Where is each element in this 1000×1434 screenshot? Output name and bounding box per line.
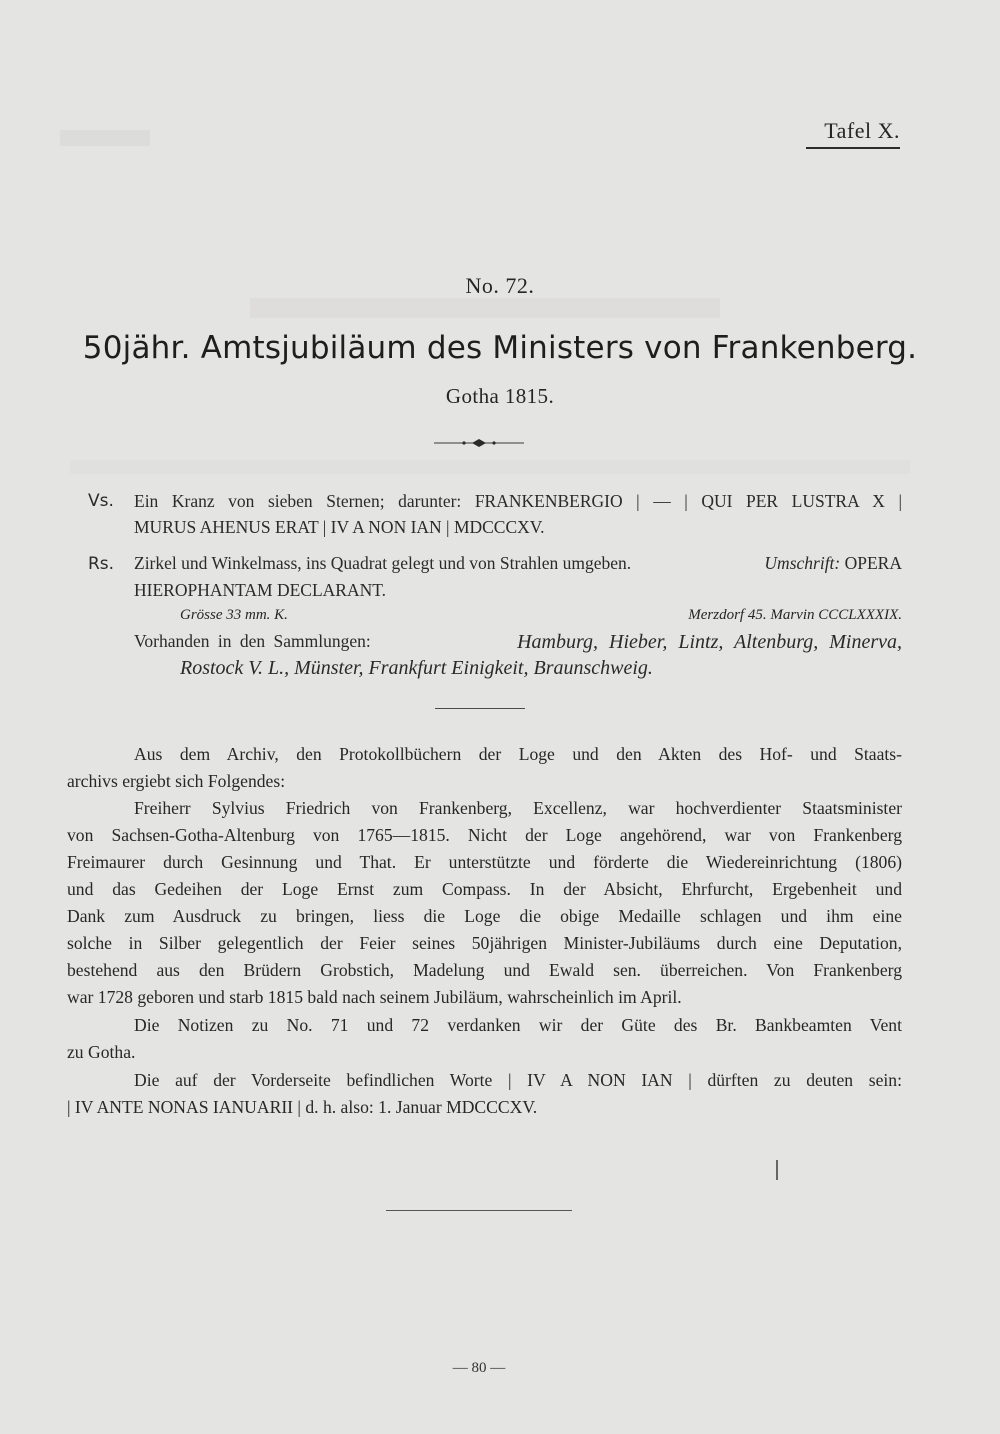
page-number: — 80 — [452,1360,506,1376]
body-line-8: solche in Silber gelegentlich der Feier seines 50jährigen Minister-Jubiläums durch eine Deputation, [67,933,902,953]
body-line-11: Die Notizen zu No. 71 und 72 verdanken wir der Güte des Br. Bankbeamten Vent [134,1015,902,1035]
bleed-through-shape [70,460,910,474]
bleed-through-shape [250,298,720,318]
collections-line-2: Rostock V. L., Münster, Frankfurt Einigkeit, Braunschweig. [180,657,653,679]
body-line-7: Dank zum Ausdruck zu bringen, liess die Loge die obige Medaille schlagen und ihm eine [67,906,902,926]
reverse-line-1 [134,553,902,574]
end-rule [386,1210,572,1211]
plate-label: Tafel X. [824,118,900,143]
inscription-start: OPERA [844,553,902,573]
reverse-description: Zirkel und Winkelmass, ins Quadrat gelegt und von Strahlen umgeben. [134,553,632,573]
section-divider [435,708,525,709]
inscription-label: Umschrift: [764,553,841,573]
body-line-2: archivs ergiebt sich Folgendes: [67,771,286,791]
place-and-date: Gotha 1815. [445,384,555,408]
reverse-inscription [764,553,902,574]
obverse-line-1: Ein Kranz von sieben Sternen; darunter: FRANKENBERGIO | — | QUI PER LUSTRA X | [134,491,902,511]
body-line-1: Aus dem Archiv, den Protokollbüchern der Loge und den Akten des Hof- und Staats- [134,744,902,764]
reverse-line-2: HIEROPHANTAM DECLARANT. [134,580,387,600]
body-line-4: von Sachsen-Gotha-Altenburg von 1765—1815. Nicht der Loge angehörend, war von Frankenberg [67,825,902,845]
reverse-label: Rs. [88,554,115,574]
collections-line-1 [134,631,902,654]
body-line-10: war 1728 geboren und starb 1815 bald nach seinem Jubiläum, wahrscheinlich im April. [67,987,682,1007]
body-line-3: Freiherr Sylvius Friedrich von Frankenberg, Excellenz, war hochverdienter Staatsminister [134,798,902,818]
page-title: 50jähr. Amtsjubiläum des Ministers von Frankenberg. [82,330,918,366]
margin-mark [776,1160,778,1180]
collections-intro: Vorhanden in den Sammlungen: [134,631,371,651]
entry-number: No. 72. [465,273,535,298]
body-line-12: zu Gotha. [67,1042,136,1062]
body-line-9: bestehend aus den Brüdern Grobstich, Madelung und Ewald sen. überreichen. Von Frankenberg [67,960,902,980]
collections-list-1: Hamburg, Hieber, Lintz, Altenburg, Minerva, [517,631,902,653]
body-line-6: und das Gedeihen der Loge Ernst zum Compass. In der Absicht, Ehrfurcht, Ergebenheit und [67,879,902,899]
obverse-label: Vs. [88,491,114,511]
bleed-through-shape [60,130,150,146]
body-line-5: Freimaurer durch Gesinnung und That. Er unterstützte und förderte die Wiedereinrichtung (1806) [67,852,902,872]
plate-label-underline [806,147,900,149]
body-line-13: Die auf der Vorderseite befindlichen Worte | IV A NON IAN | dürften zu deuten sein: [134,1070,902,1090]
ornament-divider [434,436,524,450]
medal-references: Merzdorf 45. Marvin CCCLXXXIX. [688,607,902,623]
obverse-line-2: MURUS AHENUS ERAT | IV A NON IAN | MDCCCXV. [134,517,545,537]
body-line-14: | IV ANTE NONAS IANUARII | d. h. also: 1. Januar MDCCCXV. [67,1097,538,1117]
medal-size: Grösse 33 mm. K. [180,607,288,623]
